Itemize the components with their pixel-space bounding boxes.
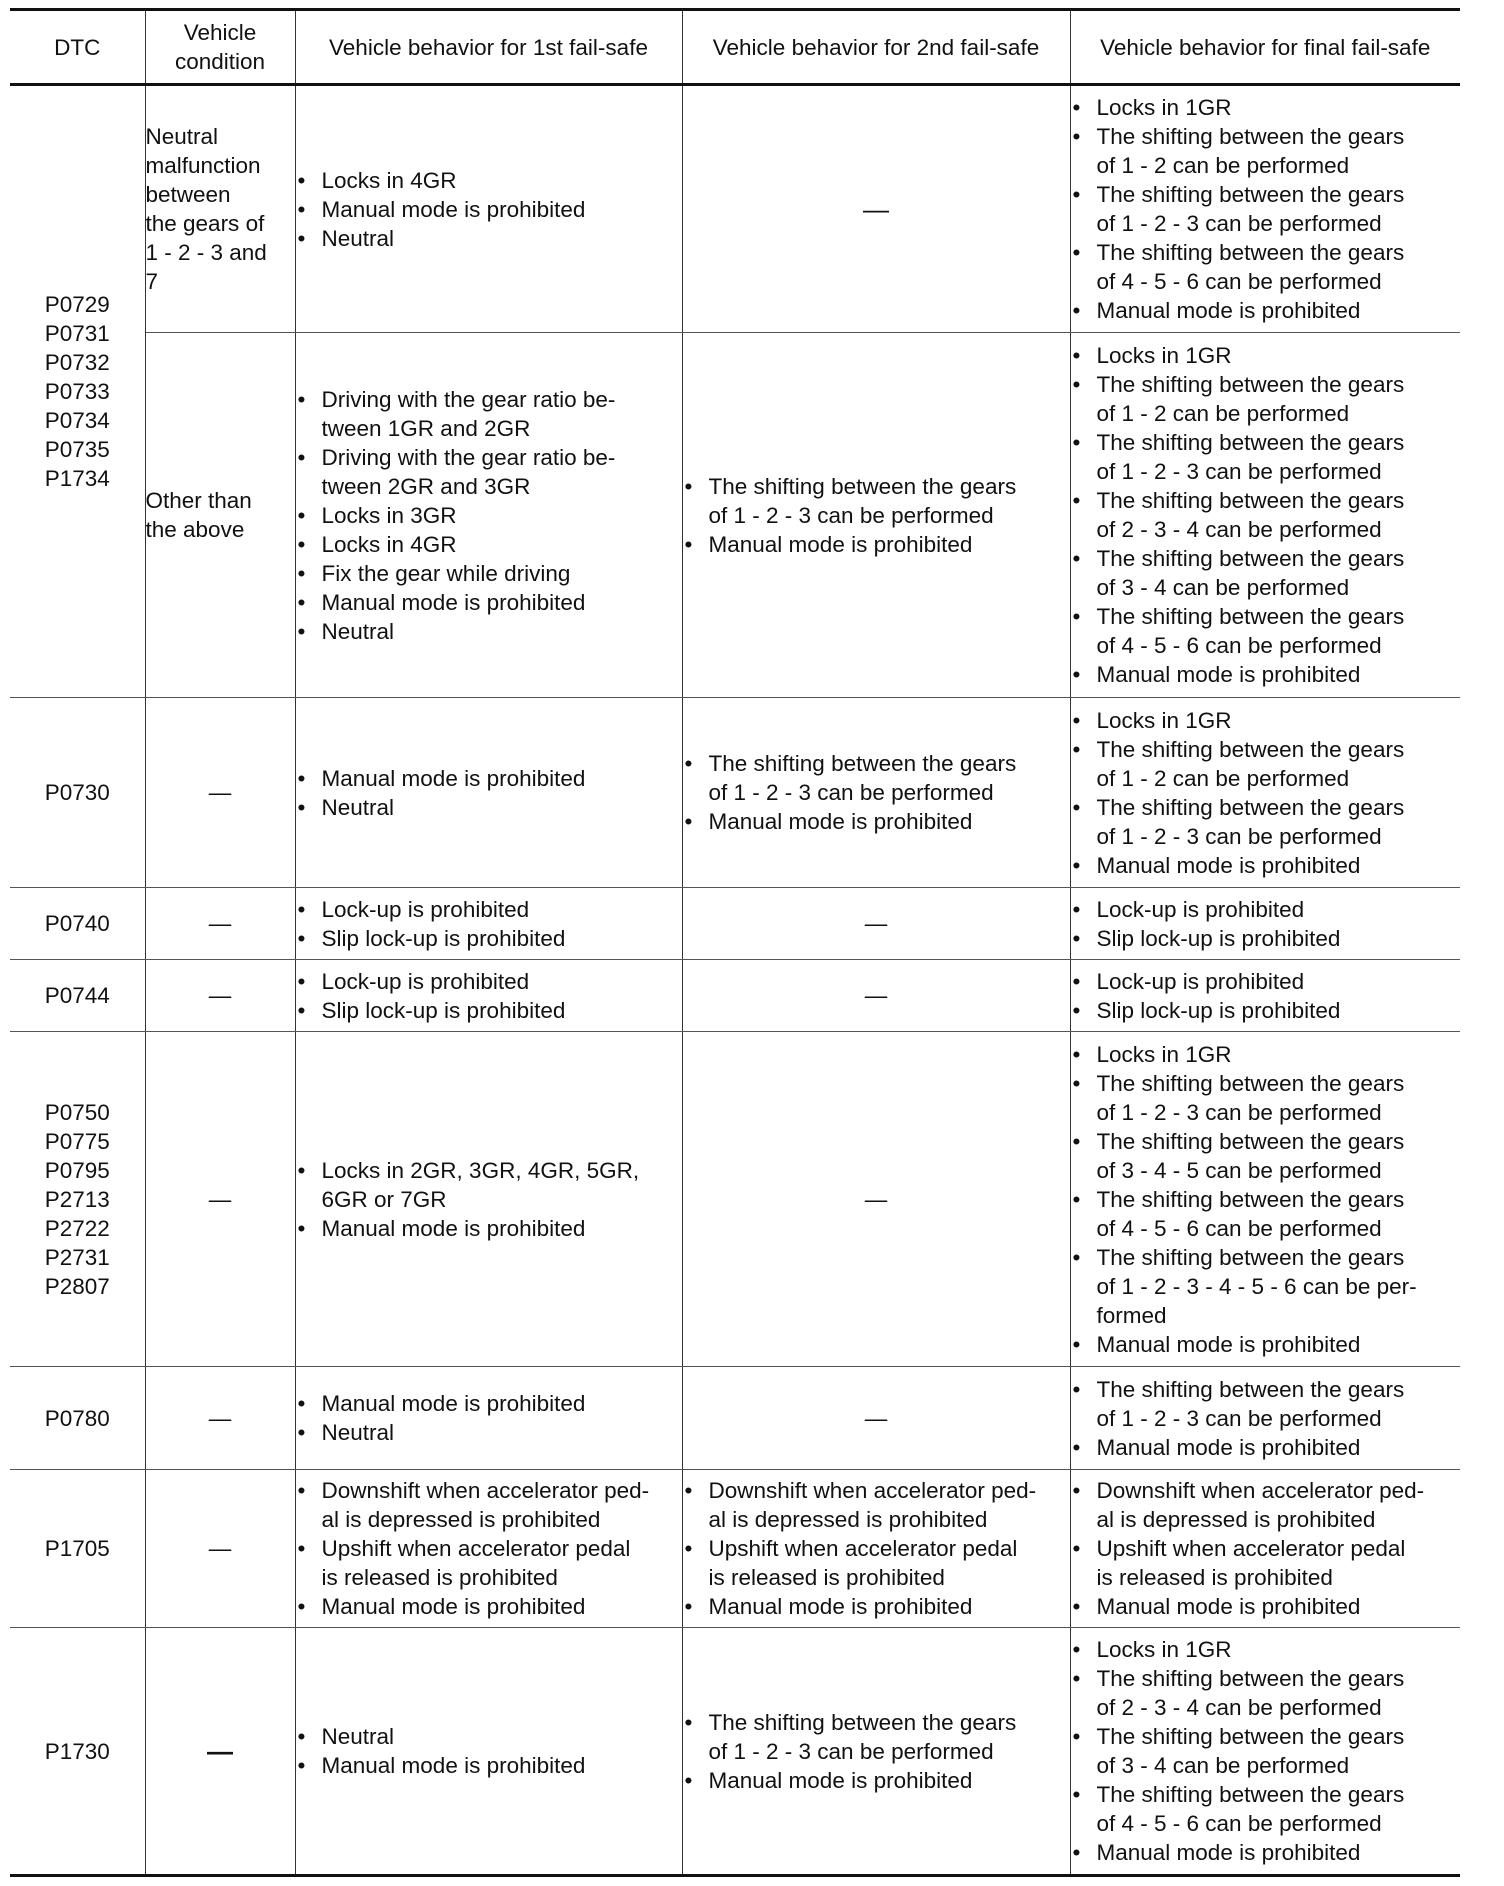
behavior-item [296,443,682,501]
behavior-item-text: • The shifting between the gears of 3 - 4 can be performed [1096,1724,1405,1778]
header-row [10,10,1460,85]
behavior-item-text: • The shifting between the gears of 1 - 2 - 3 can be performed [1096,430,1405,484]
behavior-item-text: • Downshift when accelerator ped- al is depressed is prohibited [708,1478,1037,1532]
behavior-item [1071,1433,1461,1462]
behavior-item-text: • Locks in 1GR [1096,95,1232,120]
behavior-item-text: • The shifting between the gears of 4 - 5 - 6 can be performed [1096,240,1405,294]
vehicle-condition-cell: — [145,1470,295,1628]
text-line: 1 - 2 - 3 and [145,240,267,265]
behavior-item-text: • Manual mode is prohibited [708,1594,973,1619]
behavior-item-text: • Locks in 1GR [1096,343,1232,368]
behavior-item-text: • The shifting between the gears of 3 - 4 - 5 can be performed [1096,1128,1405,1183]
dtc-cell [10,1032,145,1367]
final-fail-safe-cell [1070,333,1460,698]
behavior-item-text: • Manual mode is prohibited [1096,852,1361,878]
second-fail-safe-cell [682,1470,1070,1628]
behavior-list [296,764,682,822]
behavior-list [1071,895,1461,953]
behavior-item [1071,1185,1461,1243]
behavior-item-text: • Driving with the gear ratio be- tween 2GR and 3GR [321,444,616,499]
behavior-list [1071,93,1461,325]
behavior-item-text: • The shifting between the gears of 3 - 4 can be performed [1096,546,1405,600]
final-fail-safe-cell [1070,1470,1460,1628]
behavior-item-text: • Manual mode is prohibited [1096,662,1361,687]
header-2nd-fail-safe: Vehicle behavior for 2nd fail-safe [682,10,1070,85]
behavior-item-text: • The shifting between the gears of 1 - 2 - 3 - 4 - 5 - 6 can be per- formed [1096,1244,1417,1328]
behavior-item [296,559,682,588]
vehicle-condition-cell: — [145,1367,295,1470]
fail-safe-table [10,8,1460,1877]
behavior-item-text: • The shifting between the gears of 1 - 2 - 3 can be performed [708,751,1017,805]
behavior-item-text: • Manual mode is prohibited [708,1767,973,1793]
behavior-item [296,793,682,822]
header-final-fail-safe: Vehicle behavior for final fail-safe [1070,10,1460,85]
behavior-item-text: • The shifting between the gears of 1 - 2 - 3 can be performed [1096,1376,1405,1431]
behavior-item-text: • Manual mode is prohibited [1096,1594,1361,1619]
text-line: P0795 [44,1157,110,1183]
behavior-item [296,1214,682,1243]
text-line: P1734 [44,466,110,491]
behavior-item [1071,428,1461,486]
behavior-list [683,749,1070,836]
final-fail-safe-cell [1070,698,1460,888]
behavior-item-text: • The shifting between the gears of 1 - 2 - 3 can be performed [708,473,1017,528]
behavior-item [1071,93,1461,122]
behavior-item [1071,1780,1461,1838]
text-line: P2807 [44,1273,110,1299]
text-line: P2713 [44,1186,110,1212]
final-fail-safe-cell [1070,1032,1460,1367]
text-line: P0729 [44,292,110,317]
text-line: the above [145,517,245,542]
first-fail-safe-cell [295,960,682,1032]
condition-text [146,486,295,544]
behavior-item-text: • Neutral [321,1420,395,1445]
behavior-list [296,1476,682,1621]
behavior-item-text: • Manual mode is prohibited [1096,1840,1361,1865]
behavior-item-text: • Slip lock-up is prohibited [1096,925,1341,951]
behavior-item [1071,996,1461,1025]
behavior-item [296,967,682,996]
header-dtc: DTC [10,10,145,85]
behavior-item-text: • Fix the gear while driving [321,560,571,586]
behavior-item [296,1389,682,1418]
behavior-item-text: • The shifting between the gears of 2 - 3 - 4 can be performed [1096,1666,1405,1720]
behavior-item-text: • The shifting between the gears of 1 - 2 - 3 can be performed [1096,1070,1405,1125]
final-fail-safe-cell [1070,1628,1460,1876]
dtc-cell: P0780 [10,1367,145,1470]
behavior-item [296,1476,682,1534]
behavior-list [1071,706,1461,880]
vehicle-condition-cell: — [145,1032,295,1367]
behavior-item-text: • Manual mode is prohibited [321,196,586,222]
behavior-item-text: • The shifting between the gears of 1 - 2 can be performed [1096,372,1405,426]
dtc-cell: P0740 [10,888,145,960]
behavior-list [1071,1476,1461,1621]
behavior-item [1071,1243,1461,1330]
behavior-item [1071,1040,1461,1069]
behavior-item [683,1534,1070,1592]
behavior-item [1071,238,1461,296]
behavior-item [1071,180,1461,238]
dtc-cell: P0744 [10,960,145,1032]
vehicle-condition-cell: — [145,888,295,960]
behavior-item-text: • The shifting between the gears of 4 - 5 - 6 can be performed [1096,1782,1405,1836]
behavior-item-text: • Lock-up is prohibited [321,968,530,994]
behavior-item [1071,1722,1461,1780]
behavior-item-text: • The shifting between the gears of 1 - 2 - 3 can be performed [1096,182,1405,236]
text-line: the gears of [145,211,265,236]
behavior-item [683,1476,1070,1534]
behavior-item-text: • Downshift when accelerator ped- al is depressed is prohibited [321,1478,650,1532]
behavior-item [1071,1635,1461,1664]
header-vehicle-condition-text: Vehicle condition [174,20,266,74]
table-row [10,1470,1460,1628]
behavior-item-text: • Manual mode is prohibited [708,531,973,557]
behavior-item-text: • The shifting between the gears of 1 - 2 - 3 can be performed [1096,794,1405,849]
behavior-item [1071,370,1461,428]
dtc-code-list [10,1098,145,1301]
behavior-item-text: • Slip lock-up is prohibited [321,925,566,951]
behavior-list [296,1156,682,1243]
behavior-item [1071,895,1461,924]
behavior-item [683,1592,1070,1621]
table-row [10,698,1460,888]
behavior-item [1071,122,1461,180]
text-line: Other than [145,488,252,513]
dtc-cell: P0730 [10,698,145,888]
second-fail-safe-cell: — [682,1367,1070,1470]
behavior-item-text: • Neutral [321,225,395,251]
table-row [10,1032,1460,1367]
behavior-item [296,1418,682,1447]
text-line: 7 [145,269,159,294]
text-line: between [145,182,231,207]
table-row [10,888,1460,960]
table-row [10,1367,1460,1470]
text-line: malfunction [145,153,261,178]
first-fail-safe-cell [295,1032,682,1367]
first-fail-safe-cell [295,888,682,960]
second-fail-safe-cell [682,333,1070,698]
behavior-item-text: • Upshift when accelerator pedal is released is prohibited [321,1536,631,1590]
behavior-item-text: • The shifting between the gears of 4 - 5 - 6 can be performed [1096,1186,1405,1241]
behavior-item [1071,1476,1461,1534]
behavior-list [1071,341,1461,689]
first-fail-safe-cell [295,1628,682,1876]
behavior-item-text: • Locks in 4GR [321,167,457,193]
text-line: P0734 [44,408,110,433]
dtc-cell: P1730 [10,1628,145,1876]
second-fail-safe-cell: — [682,888,1070,960]
second-fail-safe-cell: — [682,960,1070,1032]
behavior-item-text: • Locks in 1GR [1096,1637,1232,1662]
behavior-item [296,1156,682,1214]
behavior-item-text: • Locks in 1GR [1096,1041,1232,1067]
behavior-list [683,1708,1070,1795]
behavior-item-text: • Downshift when accelerator ped- al is depressed is prohibited [1096,1478,1425,1532]
behavior-item [683,807,1070,836]
header-vehicle-condition [145,10,295,85]
text-line: P2722 [44,1215,110,1241]
behavior-item [1071,793,1461,851]
behavior-item-text: • Locks in 1GR [1096,707,1232,733]
behavior-item-text: • Manual mode is prohibited [321,765,586,791]
behavior-item [296,1592,682,1621]
behavior-item-text: • The shifting between the gears of 2 - 3 - 4 can be performed [1096,488,1405,542]
behavior-list [296,895,682,953]
second-fail-safe-cell: — [682,1032,1070,1367]
behavior-list [296,967,682,1025]
behavior-item [1071,1838,1461,1867]
behavior-item [1071,924,1461,953]
final-fail-safe-cell [1070,960,1460,1032]
behavior-item-text: • Neutral [321,1724,395,1749]
behavior-item [296,530,682,559]
behavior-list [296,385,682,646]
final-fail-safe-cell [1070,1367,1460,1470]
behavior-item [296,501,682,530]
behavior-item-text: • Manual mode is prohibited [1096,1434,1361,1460]
vehicle-condition-cell [145,333,295,698]
behavior-item [1071,660,1461,689]
text-line: Neutral [145,124,219,149]
behavior-item-text: • Manual mode is prohibited [708,809,973,834]
second-fail-safe-cell [682,85,1070,333]
behavior-item-text: • Manual mode is prohibited [321,589,586,615]
behavior-item-text: • Locks in 4GR [321,531,457,557]
behavior-item-text: • Manual mode is prohibited [1096,1331,1361,1357]
behavior-list [1071,1635,1461,1867]
vehicle-condition-cell: — [145,698,295,888]
behavior-item [1071,486,1461,544]
final-fail-safe-cell [1070,85,1460,333]
behavior-item [1071,296,1461,325]
behavior-item [296,385,682,443]
behavior-list [1071,1040,1461,1359]
behavior-item [296,924,682,953]
behavior-item-text: • Lock-up is prohibited [1096,968,1305,994]
behavior-item-text: • Lock-up is prohibited [321,896,530,922]
behavior-item-text: • Upshift when accelerator pedal is released is prohibited [708,1536,1018,1590]
behavior-item-text: • Manual mode is prohibited [321,1594,586,1619]
behavior-item-text: • Neutral [321,794,395,820]
behavior-item [1071,1534,1461,1592]
behavior-item [296,224,682,253]
behavior-item [296,764,682,793]
second-fail-safe-cell [682,1628,1070,1876]
behavior-item-text: • Manual mode is prohibited [321,1391,586,1416]
vehicle-condition-cell: — [145,960,295,1032]
behavior-item [683,1708,1070,1766]
behavior-item-text: • Manual mode is prohibited [321,1215,586,1241]
dtc-code-list [10,290,145,493]
behavior-list [296,166,682,253]
behavior-item [1071,1592,1461,1621]
behavior-item-text: • Neutral [321,618,395,644]
behavior-item-text: • The shifting between the gears of 4 - 5 - 6 can be performed [1096,604,1405,658]
header-1st-fail-safe: Vehicle behavior for 1st fail-safe [295,10,682,85]
second-fail-safe-cell [682,698,1070,888]
behavior-item-text: • Manual mode is prohibited [321,1753,586,1778]
dtc-cell: P1705 [10,1470,145,1628]
condition-text [146,122,295,296]
behavior-list [296,1389,682,1447]
behavior-item-text: • Upshift when accelerator pedal is released is prohibited [1096,1536,1406,1590]
vehicle-condition-cell: — [145,1628,295,1876]
text-line: P0750 [44,1099,110,1125]
behavior-item [1071,967,1461,996]
table-row [10,333,1460,698]
text-line: P0735 [44,437,110,462]
first-fail-safe-cell [295,1470,682,1628]
behavior-item-text: • Manual mode is prohibited [1096,298,1361,323]
text-line: P2731 [44,1244,110,1270]
first-fail-safe-cell [295,1367,682,1470]
behavior-list [296,1722,682,1780]
behavior-item [296,588,682,617]
behavior-item [296,166,682,195]
table-row [10,1628,1460,1876]
table-row [10,85,1460,333]
behavior-item [1071,544,1461,602]
text-line: P0775 [44,1128,110,1154]
text-line: P0733 [44,379,110,404]
behavior-item [1071,735,1461,793]
behavior-item [1071,1127,1461,1185]
behavior-item-text: • The shifting between the gears of 1 - 2 can be performed [1096,736,1405,791]
behavior-item-text: • The shifting between the gears of 1 - 2 can be performed [1096,124,1405,178]
behavior-item [296,1534,682,1592]
behavior-item [1071,1330,1461,1359]
behavior-item [1071,602,1461,660]
behavior-item-text: • Locks in 3GR [321,502,457,528]
behavior-item [1071,1375,1461,1433]
behavior-item-text: • Slip lock-up is prohibited [1096,997,1341,1023]
text-line: P0731 [44,321,110,346]
behavior-item-text: • The shifting between the gears of 1 - 2 - 3 can be performed [708,1709,1017,1764]
behavior-list [683,472,1070,559]
behavior-item [1071,341,1461,370]
behavior-item [683,749,1070,807]
behavior-item-text: • Locks in 2GR, 3GR, 4GR, 5GR, 6GR or 7GR [321,1157,640,1212]
behavior-item [296,1722,682,1751]
first-fail-safe-cell [295,333,682,698]
vehicle-condition-cell [145,85,295,333]
behavior-item [296,895,682,924]
first-fail-safe-cell [295,85,682,333]
behavior-list [1071,1375,1461,1462]
behavior-item [296,1751,682,1780]
dtc-cell [10,85,145,698]
table-row [10,960,1460,1032]
behavior-item [296,617,682,646]
behavior-item-text: • Driving with the gear ratio be- tween 1GR and 2GR [321,386,616,441]
behavior-item [1071,1664,1461,1722]
behavior-item [1071,706,1461,735]
behavior-item [683,530,1070,559]
behavior-item [1071,851,1461,880]
behavior-item-text: • Lock-up is prohibited [1096,896,1305,922]
behavior-item [683,472,1070,530]
behavior-item [1071,1069,1461,1127]
final-fail-safe-cell [1070,888,1460,960]
text-line: P0732 [44,350,110,375]
behavior-item [296,195,682,224]
behavior-item [683,1766,1070,1795]
behavior-item-text: • Slip lock-up is prohibited [321,997,566,1023]
behavior-list [1071,967,1461,1025]
behavior-list [683,1476,1070,1621]
empty-dash: — [863,193,889,224]
first-fail-safe-cell [295,698,682,888]
behavior-item [296,996,682,1025]
